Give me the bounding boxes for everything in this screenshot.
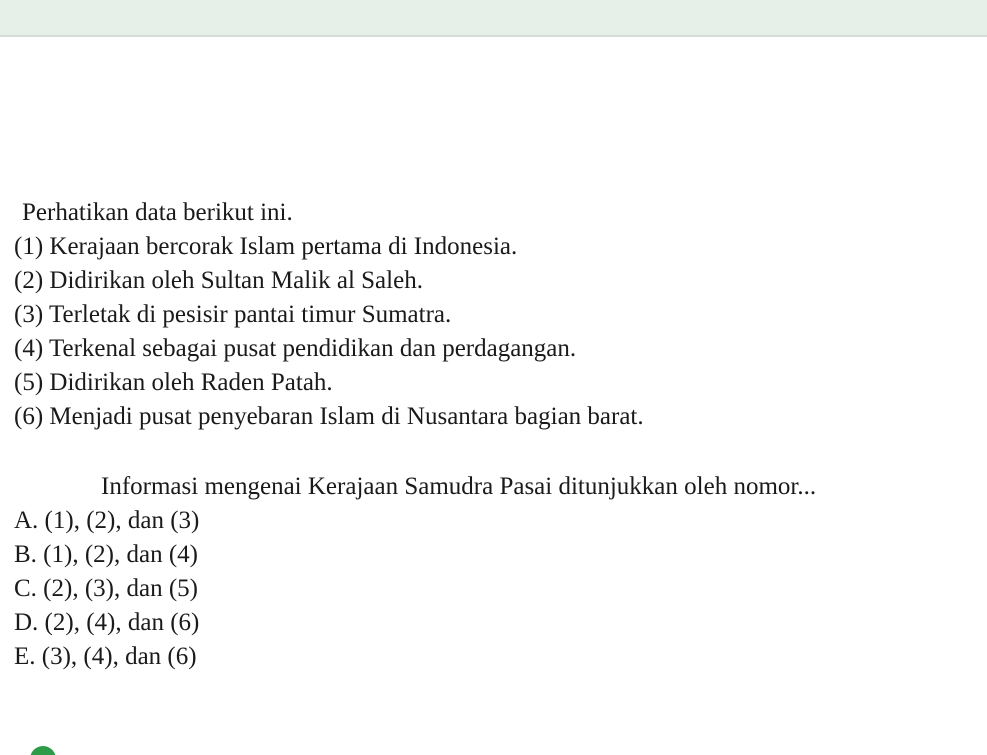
option-a[interactable]: A. (1), (2), dan (3) [14, 507, 200, 534]
top-bar [0, 0, 987, 37]
option-c[interactable]: C. (2), (3), dan (5) [14, 575, 198, 602]
option-e[interactable]: E. (3), (4), dan (6) [14, 643, 197, 670]
statement-2: (2) Didirikan oleh Sultan Malik al Saleh. [14, 267, 423, 294]
statement-5: (5) Didirikan oleh Raden Patah. [14, 369, 333, 396]
statement-6: (6) Menjadi pusat penyebaran Islam di Nusantara bagian barat. [14, 403, 644, 430]
statement-list [14, 230, 816, 434]
option-d[interactable]: D. (2), (4), dan (6) [14, 609, 200, 636]
statement-1: (1) Kerajaan bercorak Islam pertama di Indonesia. [14, 233, 518, 260]
answer-options [14, 504, 816, 674]
option-b[interactable]: B. (1), (2), dan (4) [14, 541, 198, 568]
question-intro: Perhatikan data berikut ini. [22, 199, 293, 226]
question-prompt: Informasi mengenai Kerajaan Samudra Pasai ditunjukkan oleh nomor... [101, 473, 817, 500]
statement-3: (3) Terletak di pesisir pantai timur Sumatra. [14, 301, 452, 328]
bottom-action-indicator[interactable] [30, 746, 56, 755]
question-block [14, 196, 816, 674]
statement-4: (4) Terkenal sebagai pusat pendidikan dan perdagangan. [14, 335, 577, 362]
